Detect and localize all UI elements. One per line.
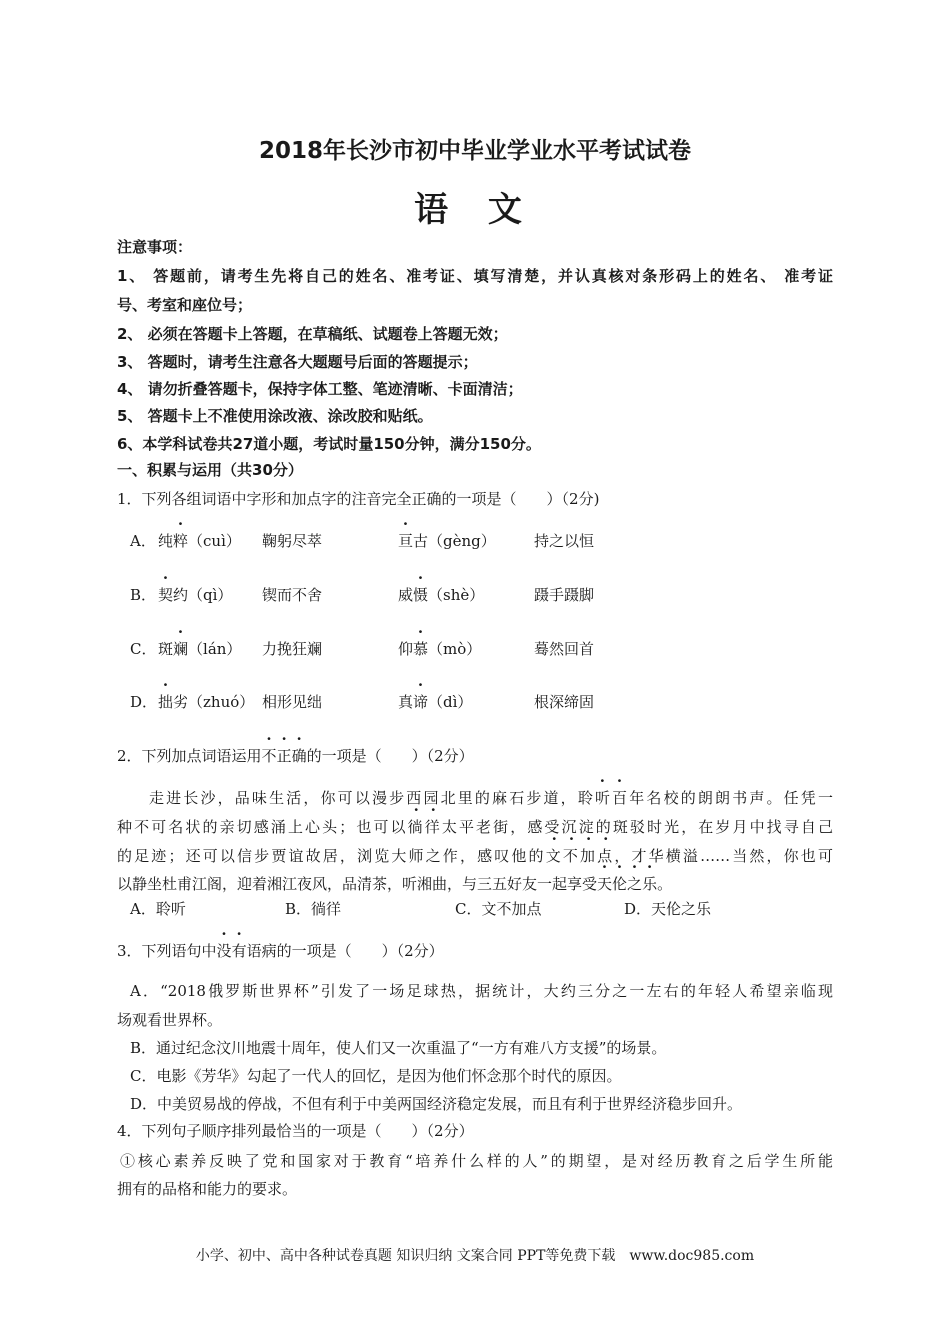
q1-option-d-word-3: 真谛（dì） bbox=[398, 693, 473, 711]
exam-title: 2018年长沙市初中毕业学业水平考试试卷 bbox=[258, 138, 691, 164]
q2-passage-line-4: 以静坐杜甫江阁，迎着湘江夜风，品清茶，听湘曲，与三五好友一起享受天伦之乐。 bbox=[117, 875, 673, 893]
q1-option-b-word-2: 锲而不舍 bbox=[262, 586, 323, 604]
question-1-stem: 1．下列各组词语中字形和加点字的注音完全正确的一项是（ ）（2分) bbox=[117, 490, 600, 508]
q1-option-d-word-4: 根深缔固 bbox=[534, 693, 595, 711]
q2-option-a: A．聆听 bbox=[130, 900, 186, 918]
q1-option-c-word-4: 蓦然回首 bbox=[534, 640, 595, 658]
q3-option-a-line-2: 场观看世界杯。 bbox=[117, 1011, 223, 1029]
notice-item-6: 6、本学科试卷共27道小题，考试时量150分钟，满分150分。 bbox=[117, 435, 541, 453]
question-3-stem: 3．下列语句中没有语病的一项是（ ）（2分） bbox=[117, 942, 444, 960]
q1-option-a-word-4: 持之以恒 bbox=[534, 532, 595, 550]
notice-item-2: 2、 必须在答题卡上答题，在草稿纸、试题卷上答题无效； bbox=[117, 325, 508, 343]
notice-heading: 注意事项： bbox=[117, 238, 193, 256]
q2-passage-line-3: 的足迹；还可以信步贾谊故居，浏览大师之作，感叹他的文不加点，才华横溢……当然，你也可 bbox=[117, 847, 833, 865]
q1-option-a-label: A． bbox=[130, 532, 156, 550]
q1-option-c-word-1: 斑斓（lán） bbox=[158, 640, 242, 658]
q3-option-b: B．通过纪念汶川地震十周年，使人们又一次重温了“一方有难八方支援”的场景。 bbox=[130, 1039, 667, 1057]
q1-option-a-word-2: 鞠躬尽萃 bbox=[262, 532, 323, 550]
question-2-stem: 2．下列加点词语运用不正确的一项是（ ）（2分） bbox=[117, 747, 474, 765]
page-footer: 小学、初中、高中各种试卷真题 知识归纳 文案合同 PPT等免费下载 www.doc985.com bbox=[195, 1248, 755, 1264]
q1-option-d-label: D． bbox=[130, 693, 158, 711]
q1-option-c-label: C． bbox=[130, 640, 157, 658]
q2-option-d: D．天伦之乐 bbox=[624, 900, 712, 918]
notice-item-1-line-2: 号、考室和座位号； bbox=[117, 296, 253, 314]
q1-option-c-word-3: 仰慕（mò） bbox=[398, 640, 482, 658]
notice-item-1-line-1: 1、 答题前，请考生先将自己的姓名、准考证、填写清楚，并认真核对条形码上的姓名、 准考证 bbox=[117, 267, 833, 285]
q1-option-b-word-1: 契约（qì） bbox=[158, 586, 233, 604]
q1-option-d-word-2: 相形见绌 bbox=[262, 693, 323, 711]
q3-option-a-line-1: A．“2018俄罗斯世界杯”引发了一场足球热，据统计，大约三分之一左右的年轻人希望亲临现 bbox=[130, 982, 833, 1000]
notice-item-4: 4、 请勿折叠答题卡，保持字体工整、笔迹清晰、卡面清洁； bbox=[117, 380, 523, 398]
q1-option-c-word-2: 力挽狂斓 bbox=[262, 640, 323, 658]
q1-option-b-label: B． bbox=[130, 586, 157, 604]
q3-option-d: D．中美贸易战的停战，不但有利于中美两国经济稳定发展，而且有利于世界经济稳步回升。 bbox=[130, 1095, 743, 1113]
question-4-stem: 4．下列句子顺序排列最恰当的一项是（ ）（2分） bbox=[117, 1122, 474, 1140]
notice-item-3: 3、 答题时，请考生注意各大题题号后面的答题提示； bbox=[117, 353, 478, 371]
q2-passage-line-1: 走进长沙，品味生活，你可以漫步西园北里的麻石步道，聆听百年名校的朗朗书声。任凭一 bbox=[149, 789, 833, 807]
q2-passage-line-2: 种不可名状的亲切感涌上心头；也可以徜徉太平老街，感受沉淀的斑驳时光，在岁月中找寻自己 bbox=[117, 818, 833, 836]
q1-option-b-word-3: 威慑（shè） bbox=[398, 586, 485, 604]
q1-option-a-word-3: 亘古（gèng） bbox=[398, 532, 496, 550]
q4-sentence-1-line-1: ①核心素养反映了党和国家对于教育“培养什么样的人”的期望，是对经历教育之后学生所能 bbox=[120, 1152, 833, 1170]
q1-option-a-word-1: 纯粹（cuì） bbox=[158, 532, 241, 550]
q1-option-d-word-1: 拙劣（zhuó） bbox=[158, 693, 255, 711]
q1-option-b-word-4: 蹑手蹑脚 bbox=[534, 586, 595, 604]
q4-sentence-1-line-2: 拥有的品格和能力的要求。 bbox=[117, 1180, 298, 1198]
notice-item-5: 5、 答题卡上不准使用涂改液、涂改胶和贴纸。 bbox=[117, 407, 433, 425]
section-1-heading: 一、积累与运用（共30分） bbox=[117, 461, 303, 479]
q2-option-c: C．文不加点 bbox=[455, 900, 542, 918]
q3-option-c: C．电影《芳华》勾起了一代人的回忆，是因为他们怀念那个时代的原因。 bbox=[130, 1067, 622, 1085]
subject-title: 语 文 bbox=[414, 190, 536, 230]
q2-option-b: B．徜徉 bbox=[285, 900, 342, 918]
